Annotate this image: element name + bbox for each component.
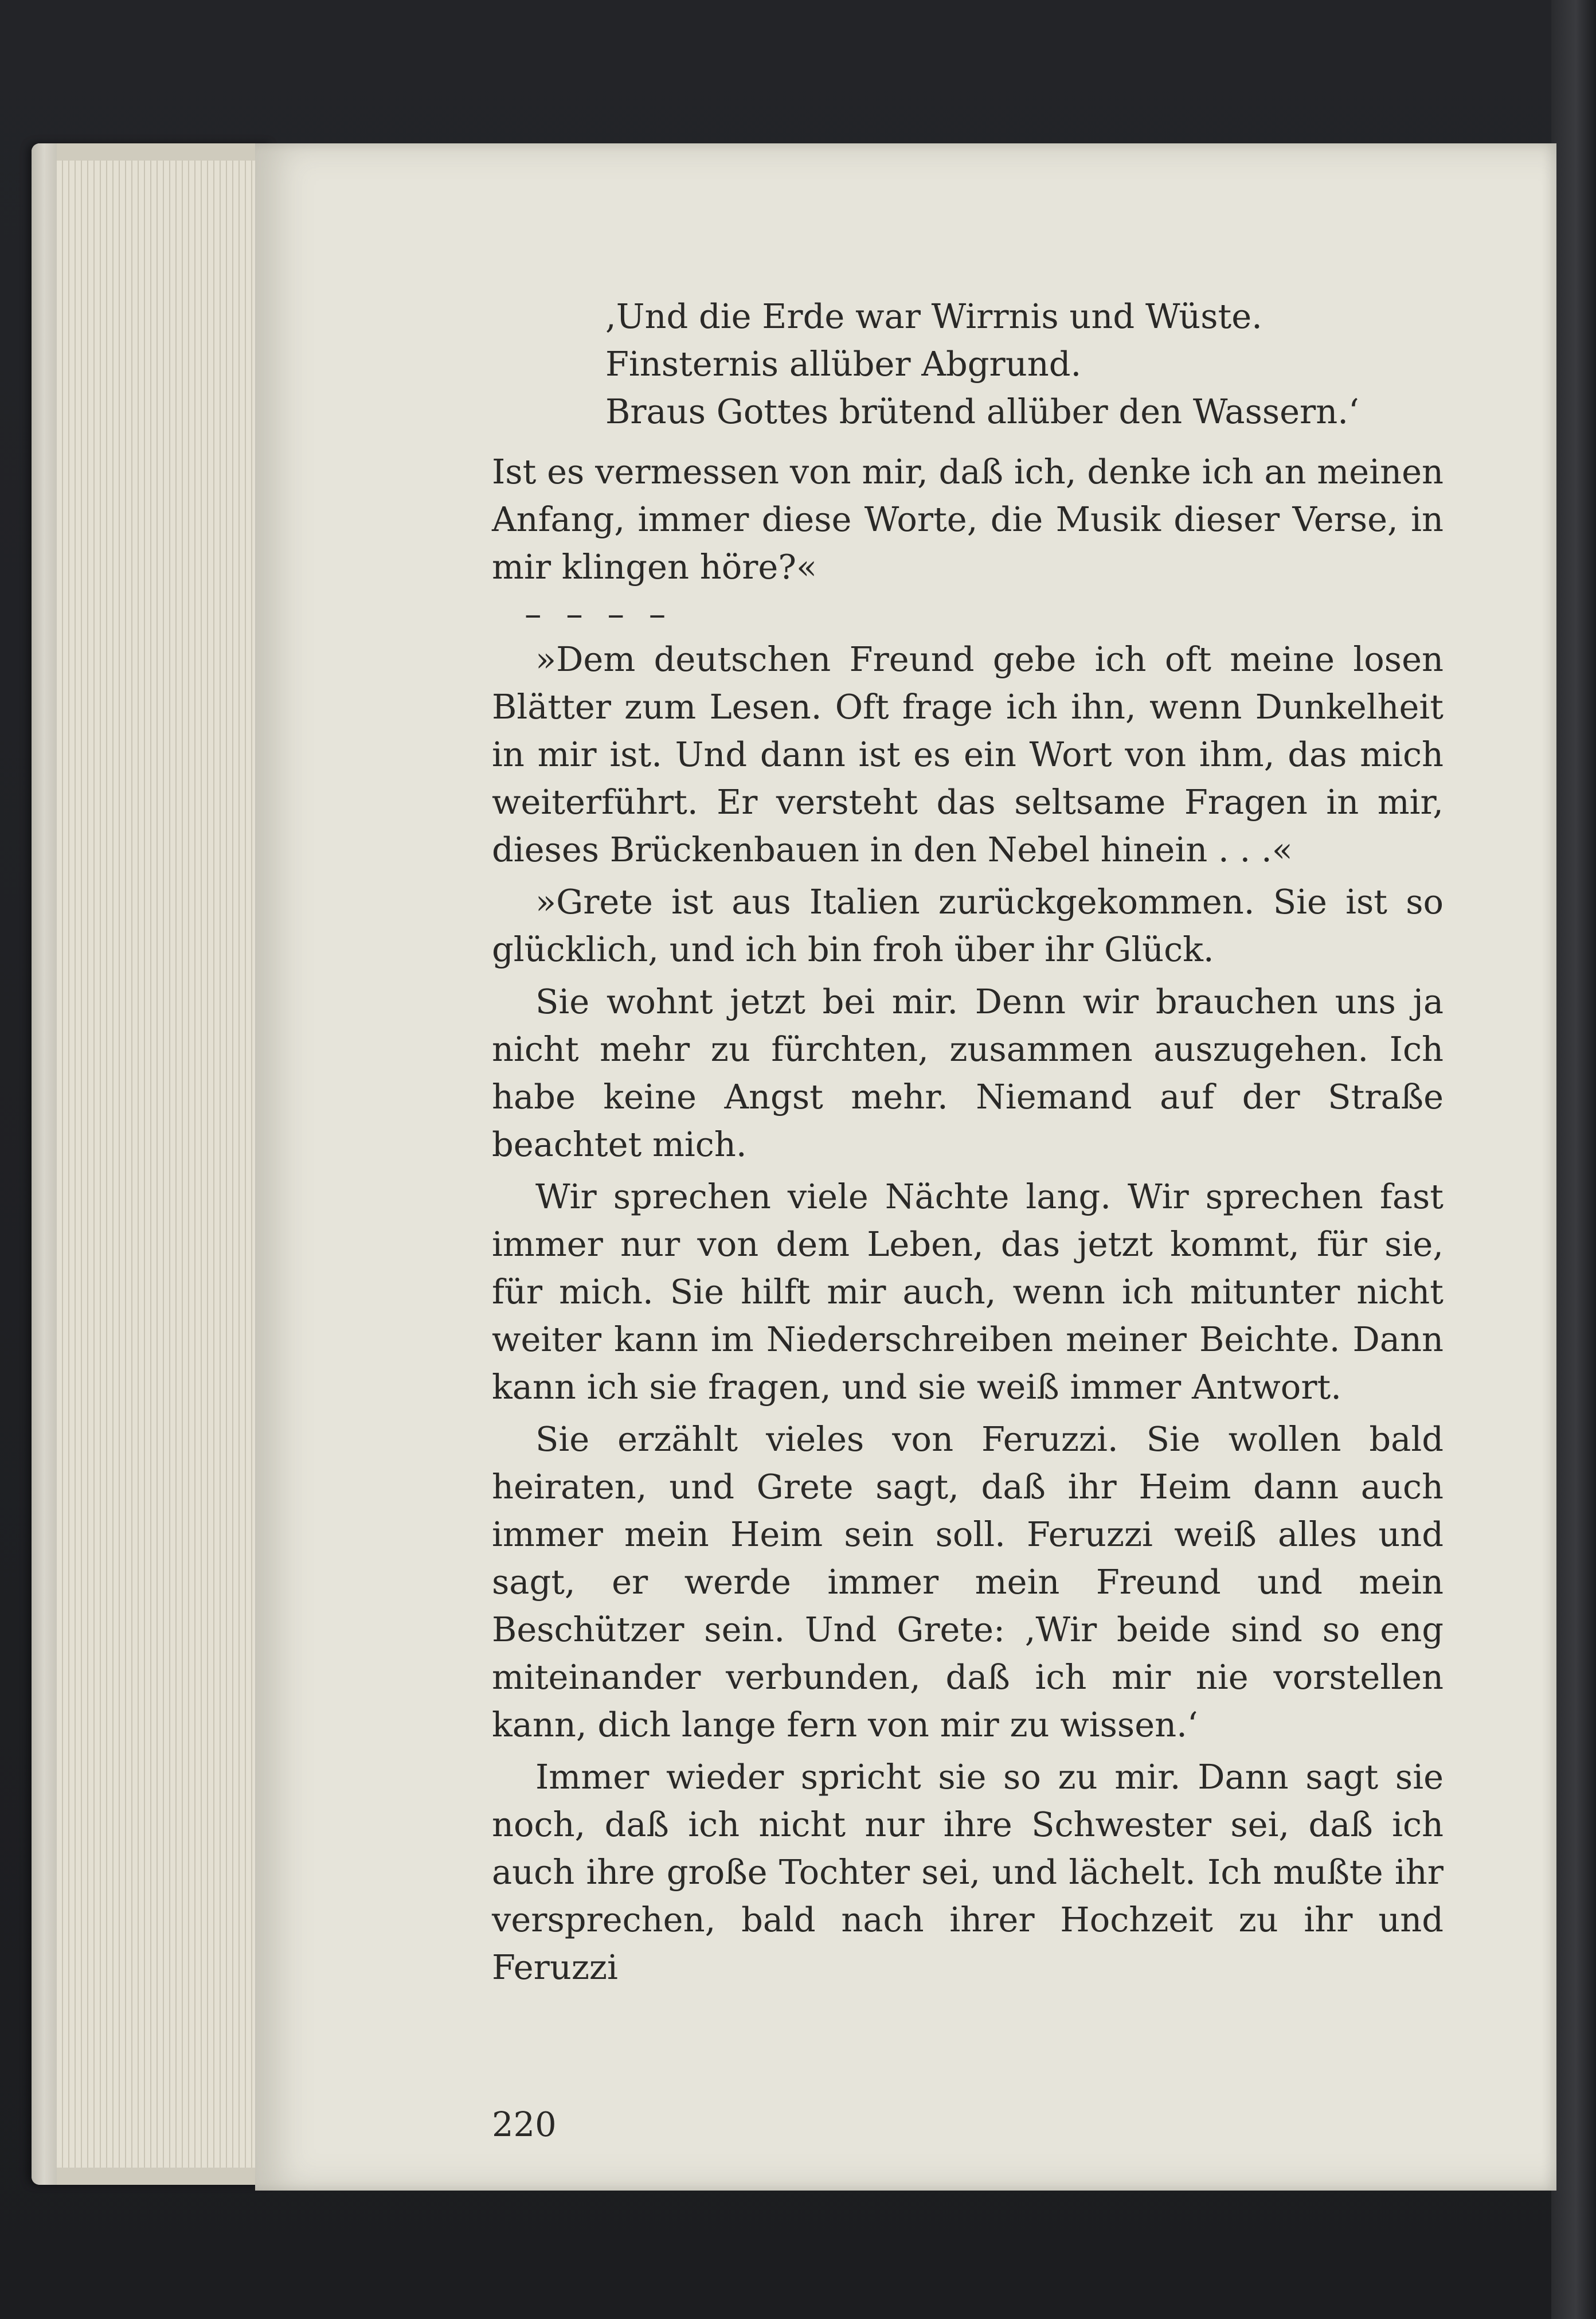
verse-line: Finsternis allüber Abgrund. [605, 344, 1082, 384]
paragraph: Sie wohnt jetzt bei mir. Denn wir brauchen uns ja nicht mehr zu fürchten, zusammen auszugehen. Ich habe keine Angst mehr. Niemand auf der Straße beachtet mich. [492, 982, 1444, 1164]
page-text [492, 292, 1444, 1991]
background-strip [1551, 0, 1596, 2319]
paragraph: Wir sprechen viele Nächte lang. Wir sprechen fast immer nur von dem Leben, das jetzt kommt, für sie, für mich. Sie hilft mir auch, wenn ich mitunter nicht weiter kann im Niederschreiben meiner Beichte. Dann kann ich sie fragen, und sie weiß immer Antwort. [492, 1177, 1444, 1407]
verse-block [492, 292, 1444, 435]
verse-line: ,Und die Erde war Wirrnis und Wüste. [605, 296, 1262, 336]
section-separator: – – – – [525, 594, 673, 634]
verse-line: Braus Gottes brütend allüber den Wassern.‘ [605, 392, 1359, 431]
book-spine [32, 143, 57, 2185]
page-edge-bottom [57, 2168, 272, 2185]
page-number: 220 [492, 2105, 557, 2144]
book-page [255, 143, 1556, 2191]
book-page-edges [32, 143, 272, 2185]
page-edge-top [57, 143, 272, 161]
paragraph: »Grete ist aus Italien zurückgekommen. Sie ist so glücklich, und ich bin froh über ihr Glück. [492, 882, 1444, 969]
paragraph: Immer wieder spricht sie so zu mir. Dann sagt sie noch, daß ich nicht nur ihre Schwester sei, daß ich auch ihre große Tochter sei, und lächelt. Ich mußte ihr versprechen, bald nach ihrer Hochzeit zu ihr und Feruzzi [492, 1757, 1444, 1987]
paragraph: Ist es vermessen von mir, daß ich, denke ich an meinen Anfang, immer diese Worte, die Musik dieser Verse, in mir klingen höre?« [492, 452, 1444, 587]
paragraph: Sie erzählt vieles von Feruzzi. Sie wollen bald heiraten, und Grete sagt, daß ihr Heim dann auch immer mein Heim sein soll. Feruzzi weiß alles und sagt, er werde immer mein Freund und mein Beschützer sein. Und Grete: ,Wir beide sind so eng miteinander verbunden, daß ich mir nie vorstellen kann, dich lange fern von mir zu wissen.‘ [492, 1419, 1444, 1744]
page-leaves [57, 161, 272, 2168]
paragraph: »Dem deutschen Freund gebe ich oft meine losen Blätter zum Lesen. Oft frage ich ihn, wenn Dunkelheit in mir ist. Und dann ist es ein Wort von ihm, das mich weiterführt. Er versteht das seltsame Fragen in mir, dieses Brückenbauen in den Nebel hinein . . .« [492, 639, 1444, 869]
